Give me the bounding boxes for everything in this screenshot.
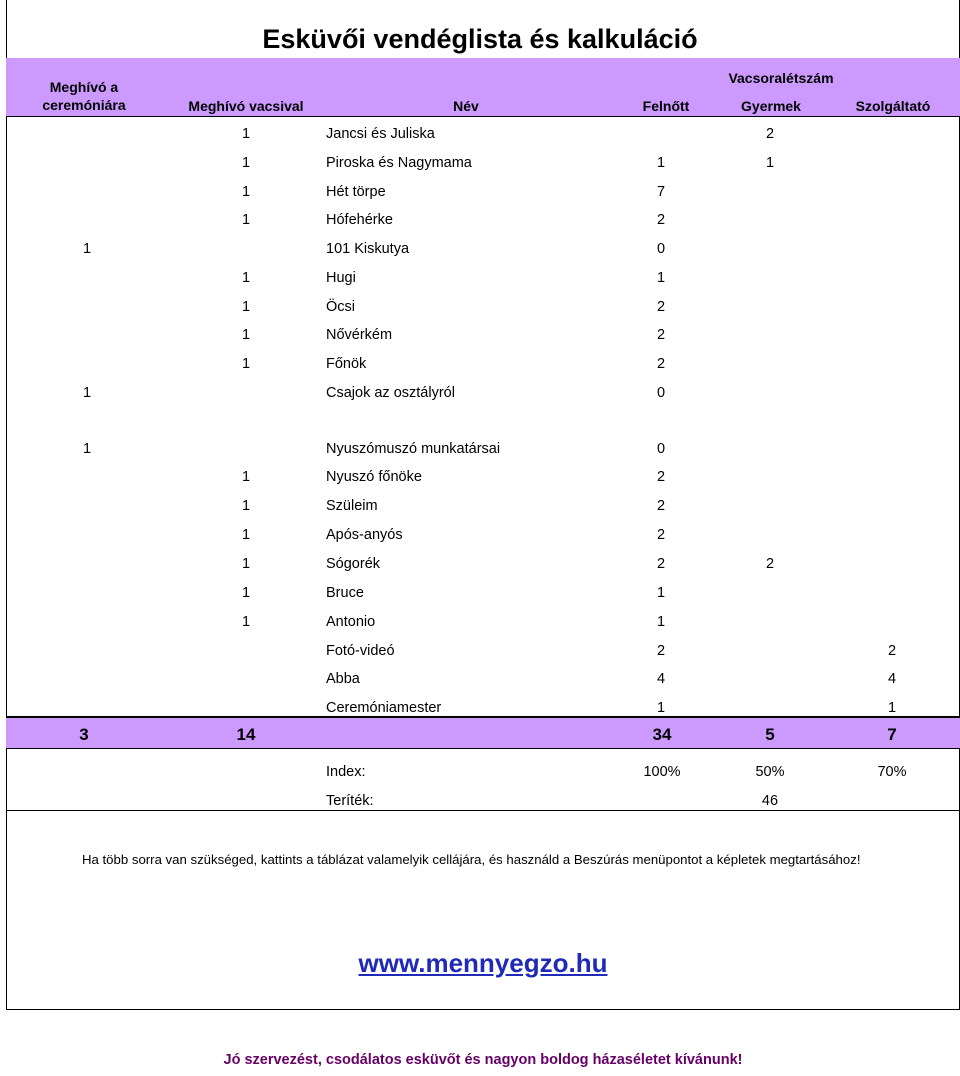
header-ceremony-invite: Meghívó a ceremóniára — [42, 79, 126, 113]
cell-adult: 0 — [656, 241, 666, 257]
cell-adult: 2 — [656, 299, 666, 315]
cell-name: Nővérkém — [326, 327, 393, 343]
cell-dinner: 1 — [241, 126, 251, 142]
cell-adult: 1 — [656, 585, 666, 601]
cell-child: 1 — [765, 155, 775, 171]
header-child: Gyermek — [741, 98, 801, 114]
cell-dinner: 1 — [241, 212, 251, 228]
table-row[interactable] — [6, 350, 960, 378]
cell-dinner: 1 — [241, 498, 251, 514]
table-row[interactable] — [6, 463, 960, 491]
cell-ceremony: 1 — [82, 441, 92, 457]
cell-dinner: 1 — [241, 155, 251, 171]
table-row[interactable] — [6, 178, 960, 206]
cell-adult: 2 — [656, 498, 666, 514]
cell-adult: 4 — [656, 671, 666, 687]
total-child: 5 — [765, 725, 775, 744]
table-row[interactable] — [6, 149, 960, 177]
header-name: Név — [453, 98, 479, 114]
index-child: 50% — [755, 764, 785, 780]
table-row[interactable] — [6, 293, 960, 321]
cell-name: Szüleim — [326, 498, 378, 514]
cell-name: Hét törpe — [326, 184, 386, 200]
cell-name: Hófehérke — [326, 212, 393, 228]
cell-name: Nyuszómuszó munkatársai — [326, 441, 501, 457]
cell-service: 2 — [887, 643, 897, 659]
cell-dinner: 1 — [241, 585, 251, 601]
cell-adult: 2 — [656, 327, 666, 343]
cell-dinner: 1 — [241, 184, 251, 200]
header-dinner-count-group: Vacsoralétszám — [728, 70, 834, 86]
cell-dinner: 1 — [241, 556, 251, 572]
cell-dinner: 1 — [241, 270, 251, 286]
cell-adult: 7 — [656, 184, 666, 200]
cell-adult: 1 — [656, 700, 666, 716]
table-row[interactable] — [6, 435, 960, 463]
index-service: 70% — [877, 764, 907, 780]
table-row[interactable] — [6, 264, 960, 292]
total-service: 7 — [887, 725, 897, 744]
table-row[interactable] — [6, 235, 960, 263]
cell-name: Fotó-videó — [326, 643, 395, 659]
cell-name: Hugi — [326, 270, 356, 286]
cell-name: Piroska és Nagymama — [326, 155, 472, 171]
cell-adult: 2 — [656, 643, 666, 659]
cell-name: Főnök — [326, 356, 367, 372]
table-row[interactable] — [6, 321, 960, 349]
cell-dinner: 1 — [241, 527, 251, 543]
cell-name: Öcsi — [326, 299, 355, 315]
cell-adult: 1 — [656, 270, 666, 286]
place-settings-label: Teríték: — [326, 793, 374, 809]
table-row[interactable] — [6, 206, 960, 234]
index-label: Index: — [326, 764, 366, 780]
instruction-text: Ha több sorra van szükséged, kattints a táblázat valamelyik cellájára, és használd a Beszúrás menüpontot a képletek megtartásához! — [82, 852, 861, 867]
cell-adult: 0 — [656, 385, 666, 401]
cell-dinner: 1 — [241, 469, 251, 485]
header-service: Szolgáltató — [855, 98, 931, 114]
cell-name: Jancsi és Juliska — [326, 126, 435, 142]
cell-name: Após-anyós — [326, 527, 403, 543]
cell-service: 4 — [887, 671, 897, 687]
cell-name: Csajok az osztályról — [326, 385, 455, 401]
total-adult: 34 — [652, 725, 672, 744]
cell-name: Antonio — [326, 614, 376, 630]
cell-adult: 2 — [656, 469, 666, 485]
table-row[interactable] — [6, 665, 960, 693]
table-row[interactable] — [6, 550, 960, 578]
table-row[interactable] — [6, 492, 960, 520]
index-adult: 100% — [643, 764, 681, 780]
cell-ceremony: 1 — [82, 241, 92, 257]
table-header — [6, 58, 960, 117]
table-row[interactable] — [6, 579, 960, 607]
total-dinner: 14 — [236, 725, 256, 744]
cell-name: Abba — [326, 671, 360, 687]
table-row[interactable] — [6, 379, 960, 407]
table-row[interactable] — [6, 608, 960, 636]
cell-dinner: 1 — [241, 299, 251, 315]
cell-adult: 2 — [656, 527, 666, 543]
table-row[interactable] — [6, 521, 960, 549]
header-adult: Felnőtt — [642, 98, 690, 114]
cell-adult: 1 — [656, 614, 666, 630]
cell-name: 101 Kiskutya — [326, 241, 410, 257]
divider — [6, 810, 960, 811]
cell-adult: 0 — [656, 441, 666, 457]
cell-adult: 1 — [656, 155, 666, 171]
cell-child: 2 — [765, 126, 775, 142]
table-row[interactable] — [6, 637, 960, 665]
table-row[interactable] — [6, 120, 960, 148]
footer-message: Jó szervezést, csodálatos esküvőt és nagyon boldog házaséletet kívánunk! — [223, 1052, 743, 1068]
cell-name: Ceremóniamester — [326, 700, 442, 716]
cell-adult: 2 — [656, 212, 666, 228]
cell-service: 1 — [887, 700, 897, 716]
total-ceremony: 3 — [79, 725, 89, 744]
cell-dinner: 1 — [241, 356, 251, 372]
cell-adult: 2 — [656, 556, 666, 572]
totals-row — [6, 716, 960, 749]
cell-name: Nyuszó főnöke — [326, 469, 422, 485]
page-title: Esküvői vendéglista és kalkuláció — [262, 24, 698, 54]
cell-name: Bruce — [326, 585, 364, 601]
header-dinner-invite: Meghívó vacsival — [188, 98, 304, 114]
cell-ceremony: 1 — [82, 385, 92, 401]
website-link[interactable]: www.mennyegzo.hu — [358, 948, 608, 978]
cell-name: Sógorék — [326, 556, 381, 572]
cell-dinner: 1 — [241, 614, 251, 630]
cell-child: 2 — [765, 556, 775, 572]
cell-dinner: 1 — [241, 327, 251, 343]
place-settings-value: 46 — [761, 793, 779, 809]
cell-adult: 2 — [656, 356, 666, 372]
